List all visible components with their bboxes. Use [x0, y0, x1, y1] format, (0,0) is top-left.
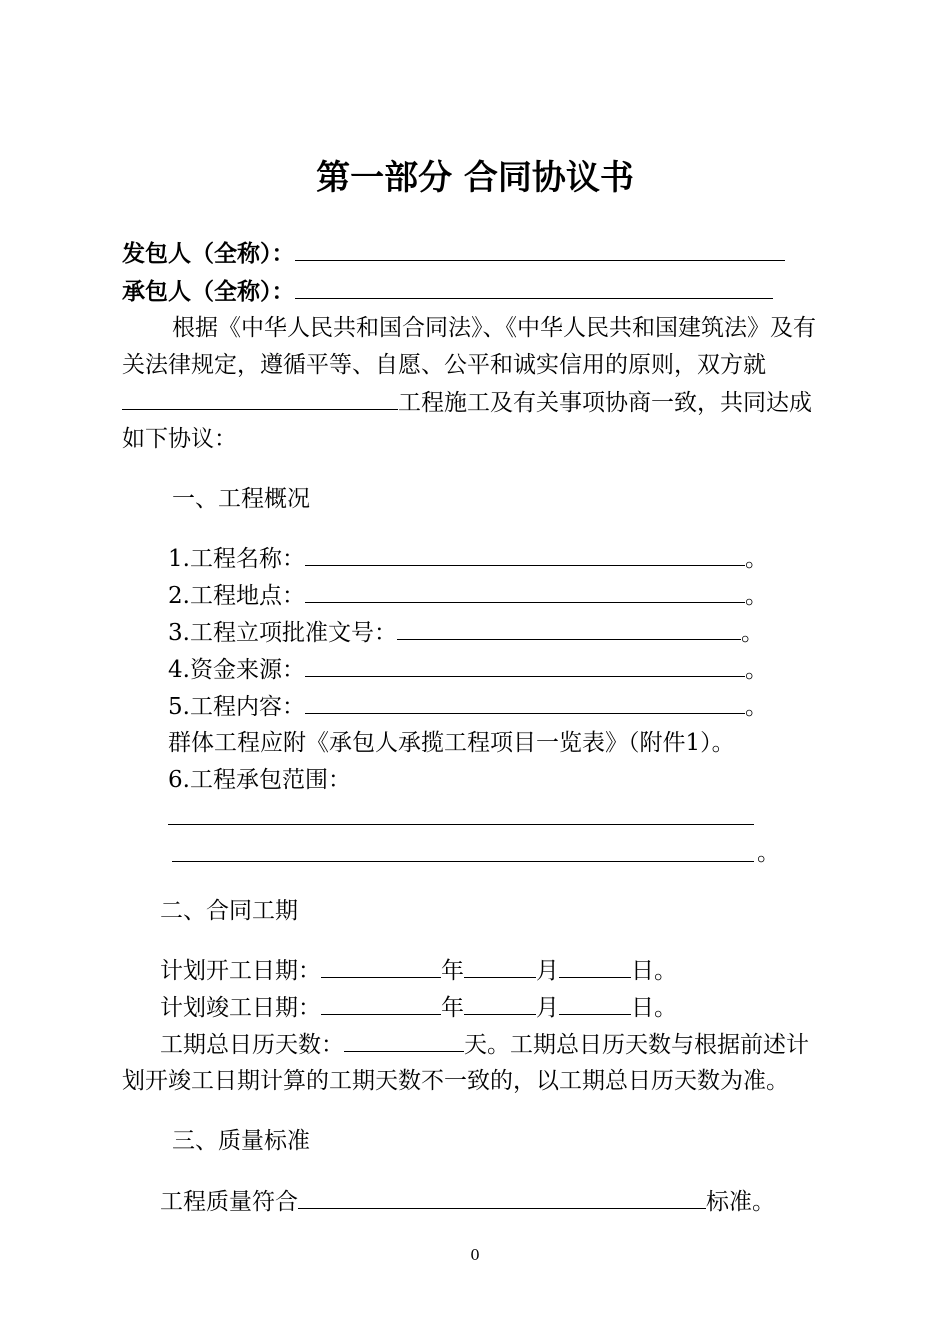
- day-text: 日。: [631, 958, 677, 984]
- intro-line-3: [122, 387, 812, 418]
- year-text: 年: [441, 995, 464, 1021]
- planned-start-date: [160, 955, 677, 986]
- quality-standard-blank[interactable]: [298, 1186, 706, 1209]
- item-contract-scope: 6.工程承包范围：: [168, 767, 351, 793]
- total-days-text: 天。工期总日历天数与根据前述计: [464, 1032, 809, 1058]
- scope-blank-1[interactable]: [168, 824, 754, 825]
- project-name-blank[interactable]: [122, 387, 398, 410]
- end-year-blank[interactable]: [321, 992, 441, 1015]
- item-project-location-blank[interactable]: [305, 580, 745, 603]
- total-days-line-2: 划开竣工日期计算的工期天数不一致的，以工期总日历天数为准。: [122, 1068, 789, 1094]
- employer-blank[interactable]: [295, 238, 785, 261]
- planned-start-label: 计划开工日期：: [160, 958, 321, 984]
- section2-heading: 二、合同工期: [160, 898, 298, 924]
- day-text: 日。: [631, 995, 677, 1021]
- item-project-name-label: 1.工程名称：: [168, 546, 305, 572]
- item-approval-number-blank[interactable]: [397, 617, 741, 640]
- start-year-blank[interactable]: [321, 955, 441, 978]
- item-project-location-label: 2.工程地点：: [168, 583, 305, 609]
- item-fund-source: [168, 654, 768, 685]
- item-approval-number-label: 3.工程立项批准文号：: [168, 620, 397, 646]
- month-text: 月: [536, 958, 559, 984]
- total-days-blank[interactable]: [344, 1029, 464, 1052]
- end-month-blank[interactable]: [464, 992, 536, 1015]
- employer-label: 发包人（全称）：: [122, 240, 295, 267]
- section1-heading: 一、工程概况: [172, 486, 310, 512]
- item-period: 。: [744, 694, 768, 720]
- end-day-blank[interactable]: [559, 992, 631, 1015]
- total-days-line: [160, 1029, 809, 1060]
- quality-label: 工程质量符合: [160, 1189, 298, 1215]
- document-title: 第一部分 合同协议书: [316, 158, 634, 198]
- year-text: 年: [441, 958, 464, 984]
- quality-after: 标准。: [706, 1189, 775, 1215]
- item-project-name: [168, 543, 768, 574]
- start-day-blank[interactable]: [559, 955, 631, 978]
- quality-standard-line: [160, 1186, 775, 1217]
- employer-line: [122, 238, 785, 269]
- planned-end-date: [160, 992, 677, 1023]
- total-days-label: 工期总日历天数：: [160, 1032, 344, 1058]
- item-project-content-blank[interactable]: [305, 691, 745, 714]
- item-fund-source-label: 4.资金来源：: [168, 657, 305, 683]
- item-fund-source-blank[interactable]: [305, 654, 745, 677]
- item-period: 。: [744, 657, 768, 683]
- item-approval-number: [168, 617, 764, 648]
- planned-end-label: 计划竣工日期：: [160, 995, 321, 1021]
- scope-period: 。: [757, 840, 780, 866]
- item-period: 。: [744, 583, 768, 609]
- month-text: 月: [536, 995, 559, 1021]
- intro-line-1: 根据《中华人民共和国合同法》、《中华人民共和国建筑法》及有: [172, 315, 816, 341]
- section3-heading: 三、质量标准: [172, 1128, 310, 1154]
- group-project-note: 群体工程应附《承包人承揽工程项目一览表》（附件1）。: [168, 730, 735, 756]
- item-project-name-blank[interactable]: [305, 543, 745, 566]
- item-project-content-label: 5.工程内容：: [168, 694, 305, 720]
- item-project-location: [168, 580, 768, 611]
- contractor-label: 承包人（全称）：: [122, 278, 295, 305]
- intro-line-4: 如下协议：: [122, 426, 237, 452]
- intro-line-2: 关法律规定，遵循平等、自愿、公平和诚实信用的原则，双方就: [122, 352, 766, 378]
- page-number: 0: [470, 1246, 480, 1264]
- contractor-blank[interactable]: [295, 276, 773, 299]
- scope-blank-2[interactable]: [172, 861, 754, 862]
- item-project-content: [168, 691, 768, 722]
- contractor-line: [122, 276, 773, 307]
- item-period: 。: [744, 546, 768, 572]
- intro-line-3-text: 工程施工及有关事项协商一致，共同达成: [398, 390, 812, 416]
- start-month-blank[interactable]: [464, 955, 536, 978]
- item-period: 。: [740, 620, 764, 646]
